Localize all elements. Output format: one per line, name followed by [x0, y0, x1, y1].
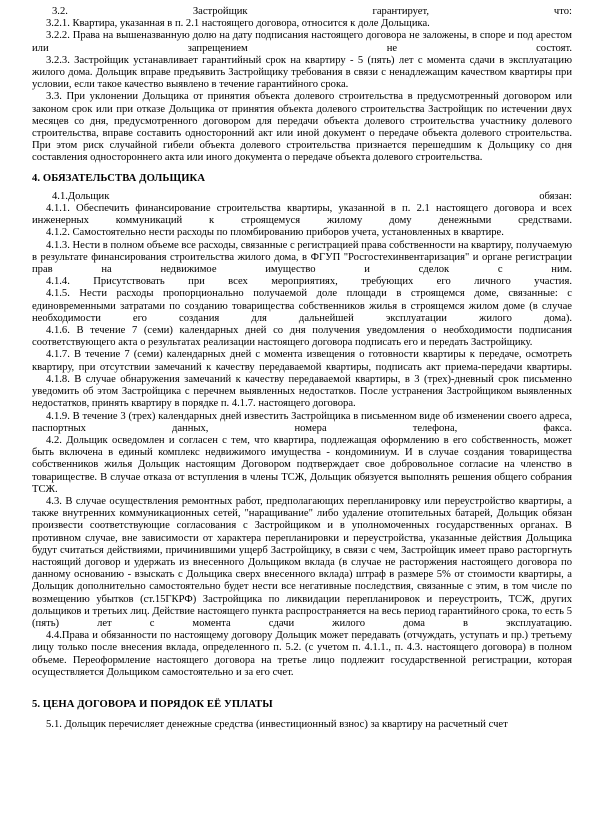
paragraph-4-2: 4.2. Дольщик осведомлен и согласен с тем, что квартира, подлежащая оформлению в его собственность, может быть включена в единый комплекс недвижимого имущества - кондоминиум. И в случае создания товарищества собственников жилья Дольщик настоящим Договором подтверждает свое добровольное согласие на членство в товариществе. В случае отказа от вступления в члены ТСЖ, Дольщик обязуется выполнять решения общего собрания ТСЖ.	[32, 434, 572, 495]
section-5-heading: 5. ЦЕНА ДОГОВОРА И ПОРЯДОК ЕЁ УПЛАТЫ	[32, 698, 273, 710]
paragraph-4-1: 4.1.Дольщик обязан:	[52, 190, 572, 202]
paragraph-4-1-6: 4.1.6. В течение 7 (семи) календарных дней со дня получения уведомления о необходимости подписания соответствующего акта о результатах реализации настоящего договора подписать его и передать Застройщику.	[32, 325, 572, 349]
paragraph-3-2: 3.2. Застройщик гарантирует, что:	[52, 6, 572, 17]
paragraph-3-2-2: 3.2.2. Права на вышеназванную долю на дату подписания настоящего договора не заложены, в споре и под арестом или запрещением не состоят.	[32, 30, 572, 54]
paragraph-4-1-1: 4.1.1. Обеспечить финансирование строительства квартиры, указанной в п. 2.1 настоящего договора и всех инженерных коммуникаций к строящемуся жилому дому денежными средствами.	[32, 203, 572, 227]
paragraph-4-1-3: 4.1.3. Нести в полном объеме все расходы, связанные с регистрацией права собственности на квартиру, получаемую в результате финансирования строительства жилого дома, в ФГУП "Росгостехинвентаризация" и органе регистрации прав на недвижимое имущество и сделок с ним.	[32, 239, 572, 276]
paragraph-4-1-2: 4.1.2. Самостоятельно нести расходы по пломбированию приборов учета, установленных в квартире.	[46, 227, 504, 239]
paragraph-3-3: 3.3. При уклонении Дольщика от принятия объекта долевого строительства в предусмотренный договором или законом срок или при отказе Дольщика от принятия объекта долевого строительства Застройщик по истечении двух месяцев со дня, предусмотренного договором для передачи объекта долевого строительства участнику долевого строительства, вправе составить односторонний акт или иной документ о передаче объекта долевого строительства. При этом риск случайной гибели объекта долевого строительства признается перешедшим к Дольщику со дня составления одностороннего акта или иного документа о передаче объекта долевого строительства.	[32, 91, 572, 164]
paragraph-4-1-7: 4.1.7. В течение 7 (семи) календарных дней с момента извещения о готовности квартиры к передаче, осмотреть квартиру, при отсутствии замечаний к качеству передаваемой квартиры, подписать акт приема-передачи квартиры.	[32, 349, 572, 373]
paragraph-4-3: 4.3. В случае осуществления ремонтных работ, предполагающих перепланировку или переустройство квартиры, а также внутренних коммуникационных сетей, "наращивание" либо удаление отопительных батарей, Дольщик обязан произвести соответствующие согласования с Застройщиком и в уполномоченных государственных органах. В противном случае, вне зависимости от характера перепланировки и переустройства, указанные действия Дольщика будут считаться действиями, причинившими ущерб Застройщику, в связи с чем, Застройщик имеет право расторгнуть настоящий договор и удержать из внесенного Дольщиком вклада (в случае не расторжения настоящего договора по данному основанию - взыскать с Дольщика сверх внесенного вклада) штраф в размере 5% от стоимости квартиры, а Дольщик дополнительно самостоятельно будет нести все негативные последствия, связанные с этим, в том числе по возмещению убытков (ст.15ГКРФ) Застройщика по ликвидации перепланировок и переустроить, ТСЖ, других дольщиков и третьих лиц. Действие настоящего пункта распространяется на весь период гарантийного срока, то есть 5 (пять) лет с момента сдачи жилого дома в эксплуатацию.	[32, 495, 572, 629]
paragraph-3-2-1: 3.2.1. Квартира, указанная в п. 2.1 настоящего договора, относится к доле Дольщика.	[46, 18, 430, 30]
paragraph-4-1-8: 4.1.8. В случае обнаружения замечаний к качеству передаваемой квартиры, в 3 (трех)-дневный срок письменно уведомить об этом Застройщика с перечнем выявленных недостатков. После устранения Застройщиком выявленных недостатков, принять квартиру в порядке п. 4.1.7. настоящего договора.	[32, 373, 572, 410]
paragraph-3-2-3: 3.2.3. Застройщик устанавливает гарантийный срок на квартиру - 5 (пять) лет с момента сдачи в эксплуатацию жилого дома. Дольщик вправе предъявить Застройщику требования в связи с ненадлежащим качеством квартиры при условии, если такое качество выявлено в течение гарантийного срока.	[32, 54, 572, 91]
paragraph-4-4: 4.4.Права и обязанности по настоящему договору Дольщик может передавать (отчуждать, уступать и пр.) третьему лицу только после внесения вклада, определенного п. 5.2. (с учетом п. 4.1.1., п. 4.3. настоящего договора) в полном объеме. Переоформление настоящего договора на третье лицо подлежит государственной регистрации, которая осуществляется Дольщиком самостоятельно и за его счет.	[32, 630, 572, 678]
paragraph-4-1-4: 4.1.4. Присутствовать при всех мероприятиях, требующих его личного участия.	[46, 276, 572, 288]
paragraph-4-1-5: 4.1.5. Нести расходы пропорционально получаемой доле площади в строящемся доме, связанные: с единовременными затратами по созданию товарищества собственников жилья в строящемся жилом доме (в случае необходимости его создания для дальнейшей эксплуатации жилого дома).	[32, 288, 572, 324]
paragraph-4-1-9: 4.1.9. В течение 3 (трех) календарных дней известить Застройщика в письменном виде об изменении своего адреса, паспортных данных, номера телефона, факса.	[32, 410, 572, 434]
paragraph-5-1: 5.1. Дольщик перечисляет денежные средства (инвестиционный взнос) за квартиру на расчетный счет	[46, 719, 508, 731]
section-4-heading: 4. ОБЯЗАТЕЛЬСТВА ДОЛЬЩИКА	[32, 172, 206, 184]
